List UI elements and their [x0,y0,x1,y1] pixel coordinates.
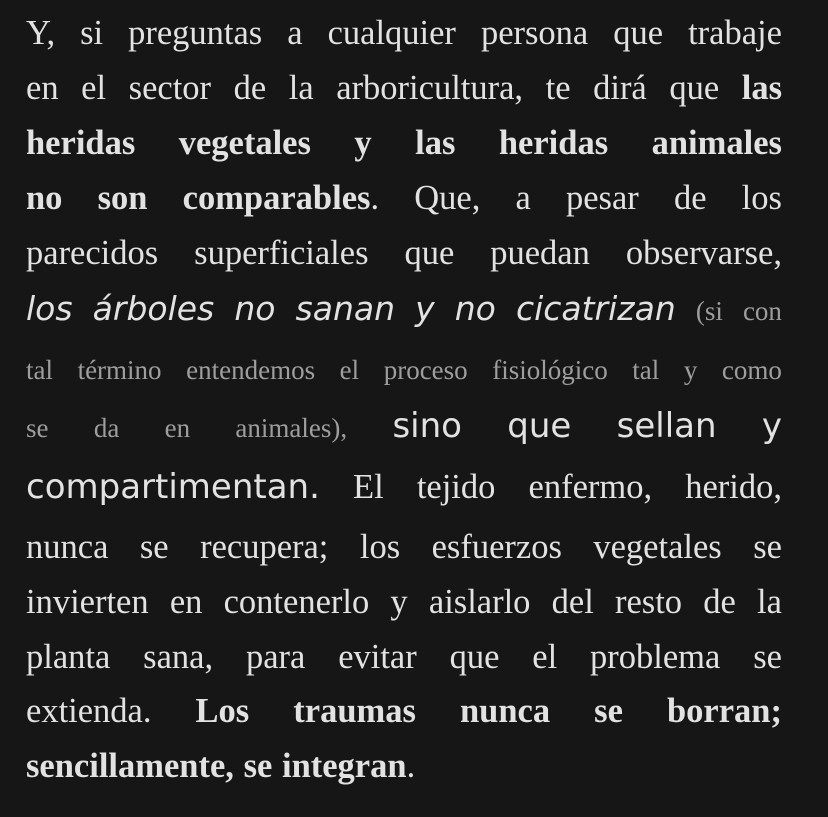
text-word: esfuerzos [431,528,562,566]
text-word: el [81,69,107,107]
text-word: y [415,289,435,328]
text-word: en [164,413,191,443]
text-word: se [243,747,273,785]
text-word: del [551,583,594,621]
text-line [26,630,782,684]
text-word: y [761,406,782,446]
text-word: sector [128,69,212,107]
text-line [26,226,782,280]
text-word: vegetales [593,528,722,566]
text-word: son [97,179,148,217]
text-word: Los [195,692,250,730]
text-word: las [741,69,782,107]
text-word: de [233,69,267,107]
text-word: que [507,406,572,446]
text-word: animales [651,124,782,162]
text-word: (si [695,296,723,326]
text-word: la [757,583,782,621]
text-word: recupera; [200,528,329,566]
text-word: herido, [685,468,782,506]
text-word: tejido [416,468,496,506]
text-word: el [532,638,558,676]
text-word: no [454,289,496,328]
text-word: se [26,413,49,443]
text-word: como [721,355,782,385]
text-word: animales), [235,413,348,443]
text-word: se [753,638,782,676]
punctuation: . [309,467,320,507]
text-line [26,343,782,397]
text-word: en [26,69,59,107]
text-word: los [741,179,782,217]
text-word: parecidos [26,234,159,272]
text-word: el [339,355,360,385]
text-word: puedan [490,234,590,272]
text-word: enfermo, [528,468,653,506]
text-word: nunca [459,692,551,730]
text-word: vegetales [178,124,311,162]
text-word: no [26,179,63,217]
text-word: borran; [666,692,782,730]
text-word: comparables. [182,179,380,217]
text-word: se [594,692,623,730]
text-word: integran. [281,747,416,785]
text-word: heridas [26,124,136,162]
text-word: problema [590,638,721,676]
text-word: no [234,289,276,328]
text-word: contenerlo [223,583,370,621]
text-word: las [415,124,456,162]
text-word: de [703,583,736,621]
text-word: aislarlo [428,583,531,621]
text-line [26,739,782,793]
reading-page [26,0,782,817]
text-word: dirá [593,69,647,107]
punctuation: , [340,413,348,443]
text-word: se [139,528,169,566]
text-word: tal [26,355,53,385]
text-word: superficiales [194,234,369,272]
text-word: traumas [293,692,416,730]
text-line [26,575,782,629]
text-word: término [77,355,162,385]
text-word: y [683,355,698,385]
text-word: a [515,179,531,217]
text-word: a [287,14,303,52]
text-word: proceso [383,355,468,385]
text-word: cualquier [327,14,456,52]
text-line [26,116,782,170]
text-line [26,281,782,337]
text-word: sana, [143,638,214,676]
text-word: con [742,296,782,326]
text-word: se [753,528,782,566]
text-word: compartimentan. [26,467,320,507]
text-word: en [169,583,203,621]
text-word: y [390,583,408,621]
text-word: si [80,14,104,52]
text-word: que [449,638,500,676]
text-word: sanan [295,289,396,328]
text-word: arboricultura, [336,69,524,107]
text-word: observarse, [625,234,782,272]
text-word: nunca [26,528,109,566]
text-word: los [359,528,401,566]
text-word: da [93,413,120,443]
text-word: que [613,14,664,52]
text-word: y [354,124,372,162]
text-line [26,460,782,514]
text-line [26,61,782,115]
text-word: evitar [338,638,417,676]
text-word: fisiológico [492,355,608,385]
text-word: árboles [92,289,215,328]
text-word: de [673,179,707,217]
punctuation: . [406,747,416,785]
text-word: planta [26,638,111,676]
text-word: Que, [414,179,481,217]
text-word: persona [480,14,589,52]
text-word: invierten [26,583,149,621]
text-word: cicatrizan [515,289,676,328]
text-line [26,171,782,225]
text-word: trabaje [688,14,782,52]
text-word: que [404,234,455,272]
punctuation: . [370,179,380,217]
text-word: tal [632,355,660,385]
text-word: sino [392,406,462,446]
text-word: resto [614,583,683,621]
text-word: entendemos [186,355,316,385]
text-line [26,684,782,738]
text-line [26,520,782,574]
text-line [26,6,782,60]
text-word: pesar [565,179,639,217]
text-word: El [353,468,384,506]
text-word: heridas [498,124,609,162]
text-word: extienda. [26,692,152,730]
text-word: la [288,69,314,107]
text-word: Y, [26,14,56,52]
text-word: te [545,69,571,107]
text-word: para [245,638,306,676]
text-word: que [669,69,720,107]
text-line [26,398,782,454]
text-word: sencillamente, [26,747,234,785]
text-word: sellan [616,406,717,446]
text-word: preguntas [128,14,263,52]
text-word: los [26,289,73,328]
